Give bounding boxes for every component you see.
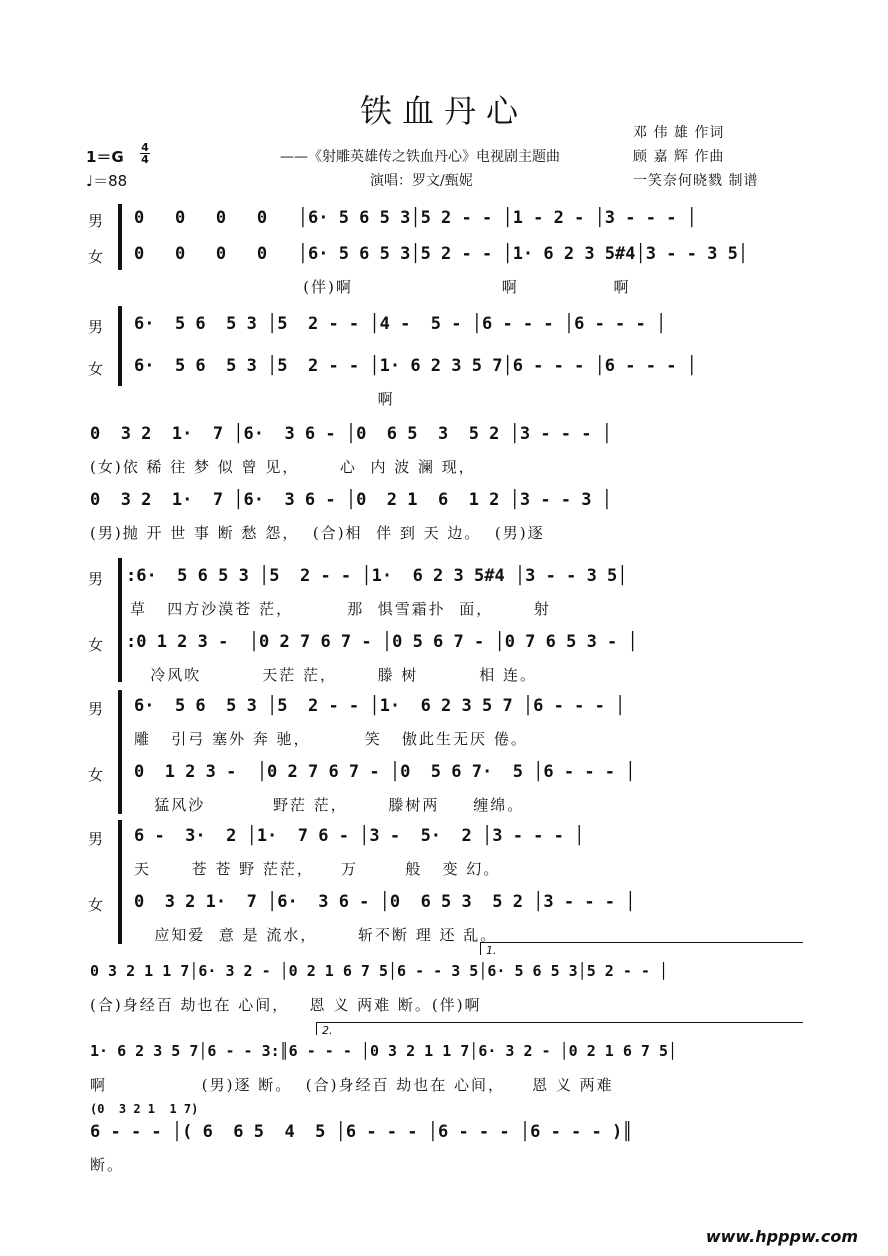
male-notes: 0 0 0 0 │6· 5 6 5 3│5 2 - - │1 - 2 - │3 - - - │	[134, 208, 697, 228]
male-notes: 6 - 3· 2 │1· 7 6 - │3 - 5· 2 │3 - - - │	[134, 826, 585, 846]
female-notes: :0 1 2 3 - │0 2 7 6 7 - │0 5 6 7 - │0 7 6 5 3 - │	[126, 632, 638, 652]
female-lyric: 猛风沙 野茫 茫， 滕树两 缠绵。	[134, 796, 525, 814]
role-female: 女	[88, 636, 104, 654]
female-notes: 0 3 2 1· 7 │6· 3 6 - │0 6 5 3 5 2 │3 - - - │	[134, 892, 636, 912]
duet-notes: 0 3 2 1 1 7│6· 3 2 - │0 2 1 6 7 5│6 - - 3 5│6· 5 6 5 3│5 2 - - │	[90, 962, 668, 980]
male-lyric: 草 四方沙漠苍 茫， 那 惧雪霜扑 面， 射	[130, 600, 551, 618]
system-brace	[118, 558, 122, 682]
lyric-line: (女)依 稀 往 梦 似 曾 见， 心 内 波 澜 现，	[90, 458, 476, 476]
duet-notes: 1· 6 2 3 5 7│6 - - 3:║6 - - - │0 3 2 1 1 7│6· 3 2 - │0 2 1 6 7 5│	[90, 1042, 677, 1060]
role-male: 男	[88, 830, 104, 848]
female-lyric: 应知爱 意 是 流水， 斩不断 理 还 乱。	[134, 926, 498, 944]
singers: 演唱：罗文/甄妮	[370, 173, 473, 189]
key-signature: 1＝G	[86, 148, 124, 166]
female-lyric: 冷风吹 天茫 茫， 滕 树 相 连。	[130, 666, 538, 684]
role-female: 女	[88, 248, 104, 266]
arranger-credit: 一笑奈何晓戮 制谱	[633, 173, 759, 189]
system-brace	[118, 820, 122, 944]
lyric-line: (男)抛 开 世 事 断 愁 怨， (合)相 伴 到 天 边。 (男)逐	[90, 524, 545, 542]
lyric-line: (伴)啊 啊 啊	[134, 278, 631, 296]
lyric-line: 断。	[90, 1156, 125, 1174]
volta-bracket	[480, 942, 803, 955]
role-male: 男	[88, 318, 104, 336]
tempo-marking: ♩＝88	[86, 172, 128, 190]
female-notes: 6· 5 6 5 3 │5 2 - - │1· 6 2 3 5 7│6 - - - │6 - - - │	[134, 356, 697, 376]
male-notes: 6· 5 6 5 3 │5 2 - - │1· 6 2 3 5 7 │6 - - - │	[134, 696, 626, 716]
lyric-line: 啊	[134, 390, 395, 408]
time-numerator: 4	[141, 141, 149, 154]
volta-label: 1.	[486, 944, 497, 957]
song-title: 铁血丹心	[359, 92, 528, 130]
lyricist-credit: 邓 伟 雄 作词	[633, 125, 725, 141]
time-denominator: 4	[141, 153, 149, 166]
role-female: 女	[88, 766, 104, 784]
website-watermark: www.hpppw.com	[705, 1227, 858, 1246]
role-female: 女	[88, 896, 104, 914]
duet-notes: 6 - - - │( 6 6 5 4 5 │6 - - - │6 - - - │6 - - - )║	[90, 1122, 633, 1142]
song-subtitle: ——《射雕英雄传之铁血丹心》电视剧主题曲	[280, 149, 560, 165]
role-male: 男	[88, 212, 104, 230]
volta-bracket	[316, 1022, 803, 1035]
role-male: 男	[88, 700, 104, 718]
duet-notes: 0 3 2 1· 7 │6· 3 6 - │0 2 1 6 1 2 │3 - - 3 │	[90, 490, 612, 510]
female-notes: 0 0 0 0 │6· 5 6 5 3│5 2 - - │1· 6 2 3 5#4│3 - - 3 5│	[134, 244, 749, 264]
duet-notes: 0 3 2 1· 7 │6· 3 6 - │0 6 5 3 5 2 │3 - - - │	[90, 424, 612, 444]
composer-credit: 顾 嘉 辉 作曲	[633, 149, 725, 165]
male-notes: 6· 5 6 5 3 │5 2 - - │4 - 5 - │6 - - - │6 - - - │	[134, 314, 667, 334]
role-male: 男	[88, 570, 104, 588]
role-female: 女	[88, 360, 104, 378]
lyric-line: (合)身经百 劫也在 心间， 恩 义 两难 断。(伴)啊	[90, 996, 482, 1014]
lyric-line: 啊 (男)逐 断。 (合)身经百 劫也在 心间， 恩 义 两难	[90, 1076, 614, 1094]
system-brace	[118, 306, 122, 386]
volta-label: 2.	[322, 1024, 333, 1037]
male-lyric: 天 苍 苍 野 茫茫， 万 般 变 幻。	[134, 860, 501, 878]
cue-notes: (0 3 2 1 1 7)	[90, 1102, 199, 1116]
male-lyric: 雕 引弓 塞外 奔 驰， 笑 傲此生无厌 倦。	[134, 730, 528, 748]
system-brace	[118, 690, 122, 814]
time-signature	[140, 142, 150, 165]
female-notes: 0 1 2 3 - │0 2 7 6 7 - │0 5 6 7· 5 │6 - - - │	[134, 762, 636, 782]
male-notes: :6· 5 6 5 3 │5 2 - - │1· 6 2 3 5#4 │3 - - 3 5│	[126, 566, 628, 586]
system-brace	[118, 204, 122, 270]
